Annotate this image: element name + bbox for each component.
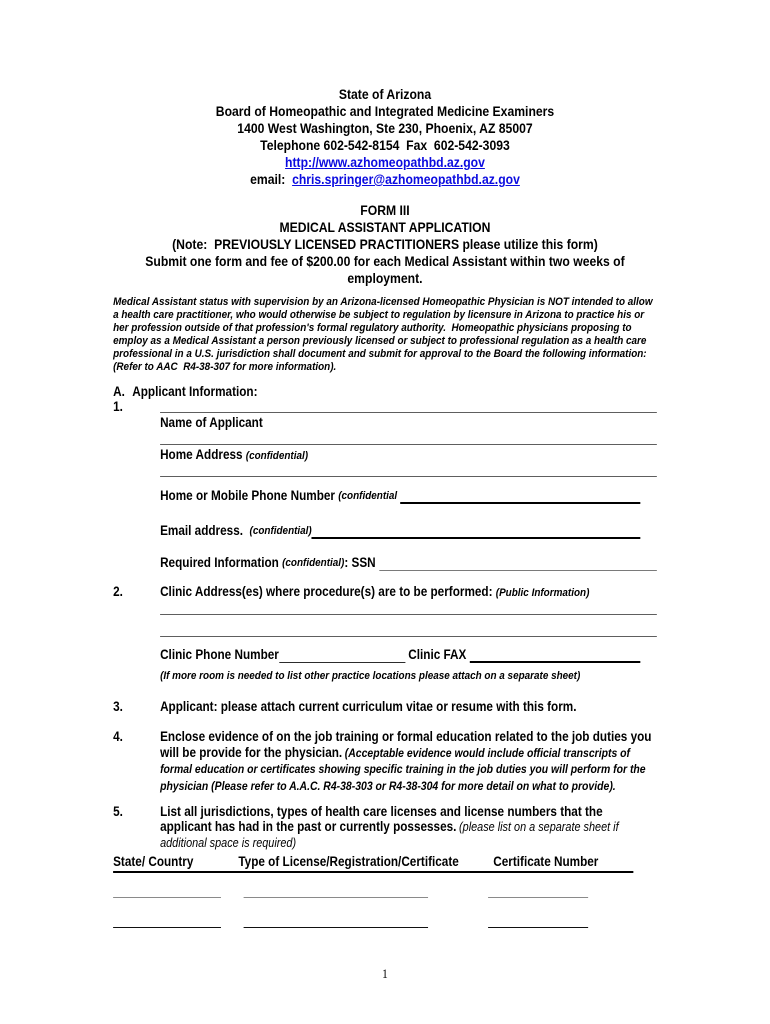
clinic-address-fill-line-2 — [160, 636, 657, 637]
email-row — [160, 523, 657, 539]
item-5 — [113, 804, 657, 851]
phone-confidential-note: (confidential — [338, 490, 400, 503]
form-note-line: (Note: PREVIOUSLY LICENSED PRACTITIONERS please utilize this form) — [172, 236, 598, 252]
email-link[interactable]: chris.springer@azhomeopathbd.az.gov — [292, 171, 520, 187]
clinic-address-label-row — [160, 584, 657, 601]
home-address-label-row — [160, 447, 657, 464]
clinic-phone-fill-line — [279, 648, 405, 663]
name-fill-line — [160, 412, 657, 413]
ssn-label: : SSN — [344, 555, 379, 571]
row1-certificate-fill-line — [488, 897, 588, 898]
org-name-line1: State of Arizona — [338, 86, 432, 102]
phone-fill-line — [400, 488, 640, 504]
item-2-number: 2. — [113, 584, 123, 600]
form-title-block — [113, 202, 657, 287]
item-5-note: (please list on a separate sheet if additional space is required) — [160, 820, 622, 851]
clinic-fax-fill-line — [470, 647, 641, 663]
item-4-number: 4. — [113, 729, 123, 745]
clinic-fax-label: Clinic FAX — [405, 647, 470, 663]
email-label: email: — [250, 171, 293, 187]
item-3-number: 3. — [113, 699, 123, 715]
license-table-row-2 — [113, 927, 657, 928]
home-address-fill-line-2 — [160, 476, 657, 477]
letterhead — [113, 86, 657, 188]
row2-state-fill-line — [113, 927, 221, 928]
website-line — [113, 154, 657, 171]
column-header-certificate-number: Certificate Number — [493, 854, 599, 870]
clinic-address-label: Clinic Address(es) where procedure(s) are to be performed: — [160, 584, 496, 600]
section-title: Applicant Information: — [132, 384, 258, 400]
row1-license-fill-line — [244, 897, 428, 898]
submit-instruction-line: Submit one form and fee of $200.00 for each Medical Assistant within two weeks of employment. — [145, 253, 629, 286]
license-table-row-1 — [113, 897, 657, 898]
item-2 — [113, 584, 657, 683]
column-header-license-type: Type of License/Registration/Certificate — [238, 854, 459, 870]
phone-row — [160, 488, 657, 504]
email-address-label: Email address. — [160, 523, 250, 539]
required-info-label: Required Information — [160, 555, 283, 571]
website-link[interactable]: http://www.azhomeopathbd.az.gov — [285, 154, 485, 170]
section-letter: A. — [113, 384, 125, 400]
clinic-phone-label: Clinic Phone Number — [160, 647, 279, 663]
name-label: Name of Applicant — [160, 415, 263, 431]
row1-state-fill-line — [113, 897, 221, 898]
page-number: 1 — [382, 966, 388, 982]
license-table-header — [113, 854, 633, 873]
address-line: 1400 West Washington, Ste 230, Phoenix, AZ 85007 — [237, 120, 533, 136]
item-4-text: Enclose evidence of on the job training or formal education related to the job duties you will be provide for the physician. — [160, 729, 655, 760]
email-confidential-note: (confidential) — [249, 525, 312, 538]
more-room-note: (If more room is needed to list other practice locations please attach on a separate sheet) — [160, 670, 581, 683]
section-a-heading — [113, 384, 657, 399]
phone-fax-line: Telephone 602-542-8154 Fax 602-542-3093 — [260, 137, 510, 153]
item-4-note: (Acceptable evidence would include official transcripts of formal education or certificates showing specific training in the job duties you will perform for the physician (Please refer to A.A.C. R4-38-303 or R4-38-304 for more detail on what to provide). — [160, 745, 649, 793]
form-title: MEDICAL ASSISTANT APPLICATION — [279, 219, 491, 235]
item-3 — [113, 699, 657, 715]
ssn-fill-line — [379, 556, 657, 571]
clinic-address-fill-line-1 — [160, 614, 657, 615]
item-3-text: Applicant: please attach current curriculum vitae or resume with this form. — [160, 699, 577, 715]
column-header-state-country: State/ Country — [113, 854, 194, 870]
item-1-number: 1. — [113, 399, 123, 415]
email-fill-line — [312, 523, 641, 539]
home-address-confidential-note: (confidential) — [245, 450, 309, 463]
item-5-number: 5. — [113, 804, 123, 820]
row2-certificate-fill-line — [488, 927, 588, 928]
item-1 — [113, 399, 657, 571]
form-number: FORM III — [360, 202, 410, 218]
required-confidential-note: (confidential) — [282, 557, 345, 570]
email-line — [113, 171, 657, 188]
clinic-phone-fax-row — [160, 647, 657, 663]
home-address-fill-line — [160, 444, 657, 445]
phone-label: Home or Mobile Phone Number — [160, 488, 339, 504]
public-information-note: (Public Information) — [495, 587, 590, 600]
item-4 — [113, 729, 657, 794]
ssn-row — [160, 555, 657, 571]
row2-license-fill-line — [244, 927, 428, 928]
item-5-text: List all jurisdictions, types of health care licenses and license numbers that the applicant has had in the past or currently possesses. — [160, 804, 606, 835]
home-address-label: Home Address — [160, 447, 246, 463]
intro-paragraph: Medical Assistant status with supervision by an Arizona-licensed Homeopathic Physician is NOT intended to allow a health care practitioner, who would otherwise be subject to regulation by licensure in Arizona to practice his or her profession outside of that profession's formal regulatory authority. Homeopathic physicians proposing to employ as a Medical Assistant a person previously licensed or subject to professional regulation as a health care professional in a U.S. jurisdiction shall document and submit for approval to the Board the following information: (Refer to AAC R4-38-307 for more information). — [113, 296, 656, 373]
org-name-line2: Board of Homeopathic and Integrated Medicine Examiners — [215, 103, 555, 119]
